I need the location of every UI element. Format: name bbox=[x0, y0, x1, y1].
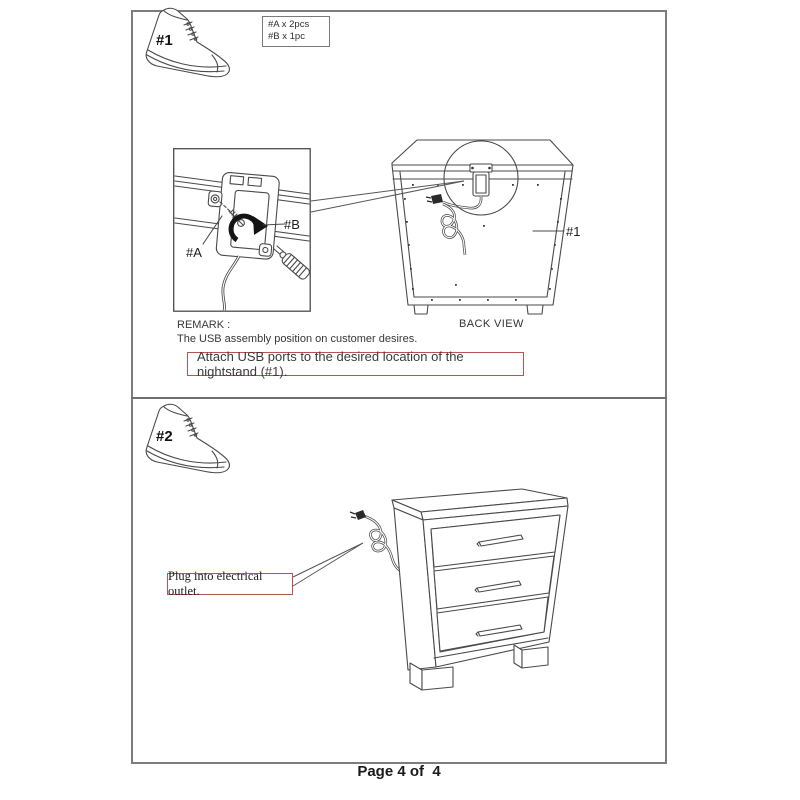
sneaker-icon bbox=[140, 6, 236, 84]
foot bbox=[414, 305, 428, 314]
usb-module-back bbox=[470, 164, 492, 196]
label-item-1: #1 bbox=[566, 224, 581, 239]
instruction-text: Plug into electrical outlet. bbox=[168, 569, 263, 598]
power-plug-icon bbox=[350, 510, 366, 520]
nightstand-back-view bbox=[383, 113, 598, 341]
page-footer: Page 4 of 4 bbox=[357, 763, 441, 780]
parts-line-a: #A x 2pcs bbox=[268, 19, 310, 30]
remark-title: REMARK : bbox=[177, 319, 231, 331]
sneaker-icon bbox=[140, 402, 236, 480]
label-part-b: #B bbox=[284, 217, 300, 232]
step-number: #1 bbox=[156, 32, 173, 49]
step-number: #2 bbox=[156, 428, 173, 445]
back-view-caption: BACK VIEW bbox=[459, 318, 524, 330]
instruction-callout-step2 bbox=[167, 569, 293, 598]
instruction-text: Attach USB ports to the desired location of the nightstand (#1). bbox=[197, 349, 464, 379]
instruction-callout-step1 bbox=[187, 349, 524, 379]
parts-callout-box bbox=[262, 16, 330, 47]
usb-detail-inset bbox=[173, 148, 311, 312]
nightstand-front-view bbox=[340, 482, 580, 700]
remark-body: The USB assembly position on customer desires. bbox=[177, 333, 418, 345]
parts-line-b: #B x 1pc bbox=[268, 31, 305, 42]
foot bbox=[527, 305, 543, 314]
label-part-a: #A bbox=[186, 245, 202, 260]
section-divider bbox=[131, 397, 667, 399]
